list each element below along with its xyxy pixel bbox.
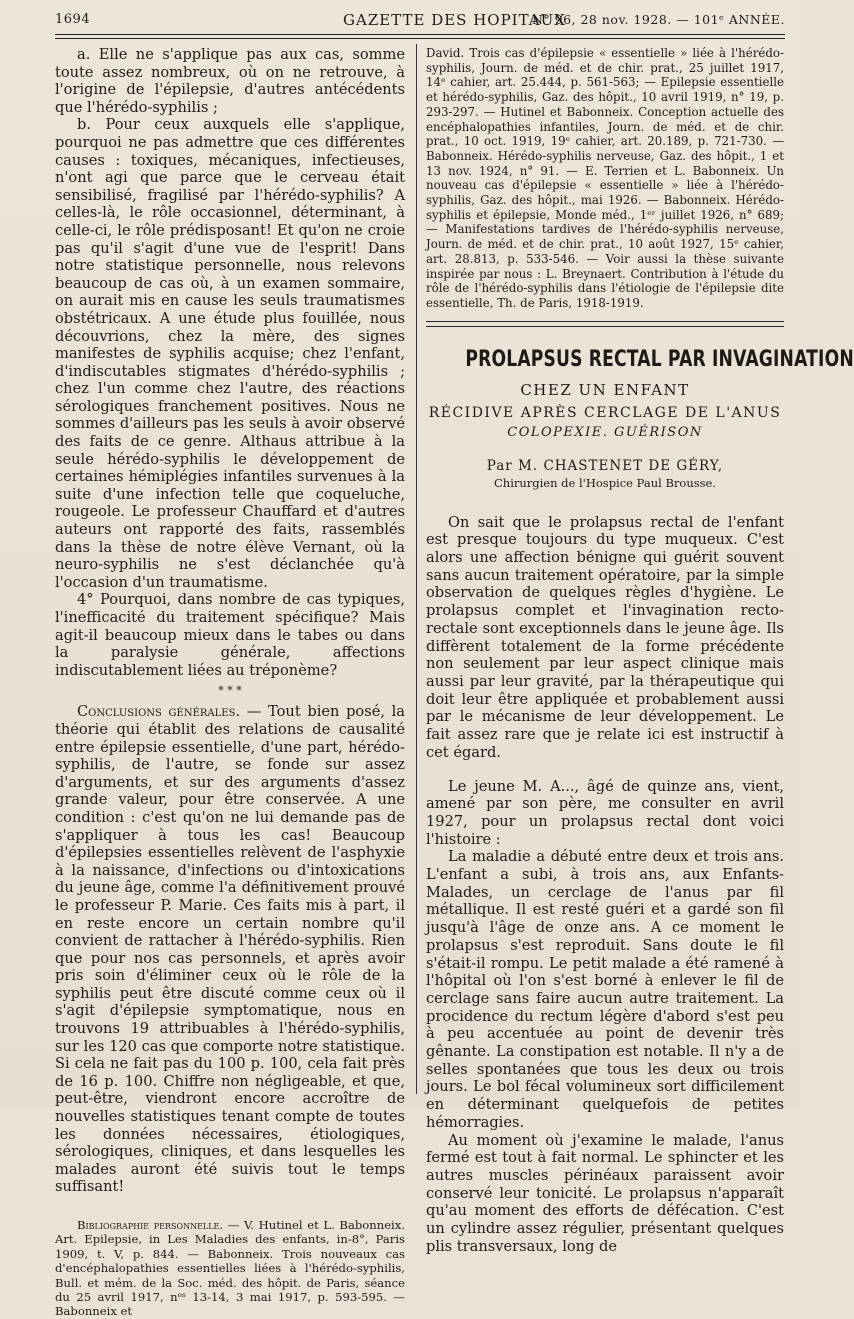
bibliography-continuation: David. Trois cas d'épilepsie « essentielle » liée à l'hérédo-syphilis, Journ. de méd. et de chir. prat., 25 juillet 1917, 14ᵉ cahier, art. 25.444, p. 561-563; — Epilepsie essentielle et hérédo-syphilis, Gaz. des hôpit., 10 avril 1919, n° 19, p. 293-297. — Hutinel et Babonneix. Conception actuelle des encéphalopathies infantiles, Journ. de méd. et de chir. prat., 10 oct. 1919, 19ᵉ cahier, art. 20.189, p. 721-730. — Babonneix. Hérédo-syphilis nerveuse, Gaz. des hôpit., 1 et 13 nov. 1924, n° 91. — E. Terrien et L. Babonneix. Un nouveau cas d'épilepsie « essentielle » liée à l'hérédo-syphilis, Gaz. des hôpit., mai 1926. — Babonneix. Hérédo-syphilis et épilepsie, Monde méd., 1ᵉʳ juillet 1926, n° 689; — Manifestations tardives de l'hérédo-syphilis nerveuse, Journ. de méd. et de chir. prat., 10 août 1927, 15ᵉ cahier, art. 28.813, p. 533-546. — Voir aussi la thèse suivante inspirée par nous : L. Breynaert. Contribution à l'étude du rôle de l'hérédo-syphilis dans l'étiologie de l'épilepsie dite essentielle, Th. de Paris, 1918-1919. [426, 46, 784, 310]
page-number: 1694 [55, 12, 91, 27]
article-body [426, 514, 784, 1256]
author-affiliation: Chirurgien de l'Hospice Paul Brousse. [493, 475, 716, 490]
article-subtitle-3: COLOPEXIE. GUÉRISON [507, 424, 703, 440]
article-paragraph-3: La maladie a débuté entre deux et trois ans. L'enfant a subi, à trois ans, aux Enfants-Malades, un cerclage de l'anus par fil métallique. Il est resté guéri et a gardé son fil jusqu'à l'âge de onze ans. A ce moment le prolapsus s'est reproduit. Sans doute le fil s'était-il rompu. Le petit malade a été ramené à l'hôpital où l'on s'est borné à enlever le fil de cerclage sans faire aucun autre traitement. La procidence du rectum légère d'abord s'est peu à peu accentuée au point de devenir très gênante. La constipation est notable. Il n'y a de selles spontanées que tous les deux ou trois jours. Le bol fécal volumineux sort difficilement en déterminant quelquefois de petites hémorragies. [426, 848, 784, 1131]
issue-info: N° 96, 28 nov. 1928. — 101ᵉ ANNÉE. [531, 12, 785, 27]
conclusions-text: — Tout bien posé, la théorie qui établit des relations de causalité entre épilepsie essentielle, d'une part, hérédo-syphilis, de l'autre, se fonde sur assez d'arguments, et sur des arguments d'assez grande valeur, pour être conservée. A une condition : c'est qu'on ne lui demande pas de s'appliquer à tous les cas! Beaucoup d'épilepsies essentielles relèvent de l'asphyxie à la naissance, d'infections ou d'intoxications du jeune âge, comme l'a définitivement prouvé le professeur P. Marie. Ces faits mis à part, il en reste encore un certain nombre qu'il convient de rattacher à l'hérédo-syphilis. Rien que pour nos cas personnels, et après avoir pris soin d'éliminer ceux où le rôle de la syphilis peut être discuté comme ceux où il s'agit d'épilepsie symptomatique, nous en trouvons 19 attribuables à l'hérédo-syphilis, sur les 120 cas que comporte notre statistique. Si cela ne fait pas du 100 p. 100, cela fait près de 16 p. 100. Chiffre non négligeable, et que, peut-être, viendront encore accroître de nouvelles statistiques tenant compte de toutes les données nécessaires, étiologiques, sérologiques, cliniques, et dans lesquelles les malades auront été suivis tout le temps suffisant! [55, 703, 406, 1196]
article-paragraph-4: Au moment où j'examine le malade, l'anus fermé est tout à fait normal. Le sphincter et les autres muscles périnéaux paraissent avoir conservé leur tonicité. Le prolapsus n'apparaît qu'au moment des efforts de défécation. C'est un cylindre assez régulier, présentant quelques plis transversaux, long de [426, 1131, 784, 1255]
column-separator [416, 44, 417, 1094]
article-author: Par M. CHASTENET DE GÉRY, [486, 457, 724, 474]
bibliography-heading: Bibliographie personnelle. [77, 1218, 224, 1232]
paragraph-b: b. Pour ceux auxquels elle s'applique, pourquoi ne pas admettre que ces différentes causes : toxiques, mécaniques, infectieuses, n'ont agi que parce que le cerveau était sensibilisé, fragilisé par l'hérédo-syphilis? A celles-là, le rôle occasionnel, déterminant, à celle-ci, le rôle prédisposant! Et qu'on ne croie pas qu'il s'agit d'une vue de l'esprit! Dans notre statistique personnelle, nous relevons beaucoup de cas où, à un examen sommaire, on aurait mis en cause les seuls traumatismes obstétricaux. A une étude plus fouillée, nous découvrions, chez la mère, des signes manifestes de syphilis acquise; chez l'enfant, d'indiscutables stigmates d'hérédo-syphilis ; chez l'un comme chez l'autre, des réactions sérologiques franchement positives. Nous ne sommes d'ailleurs pas les seuls à avoir observé des faits de ce genre. Althaus attribue à la seule hérédo-syphilis le développement de certaines hémiplégies infantiles survenues à la suite d'une infection telle que coqueluche, rougeole. Le professeur Chauffard et d'autres auteurs ont rapporté des faits, rassemblés dans la thèse de notre élève Vernant, où la neuro-syphilis ne s'est déclanchée qu'à l'occasion d'un traumatisme. [55, 116, 405, 591]
journal-title: GAZETTE DES HOPITAUX [343, 11, 566, 29]
running-header [55, 8, 785, 32]
section-stars: * * * [218, 684, 242, 698]
article-paragraph-2: Le jeune M. A..., âgé de quinze ans, vient, amené par son père, me consulter en avril 1927, pour un prolapsus rectal dont voici l'histoire : [426, 777, 784, 848]
conclusions-heading: Conclusions générales. [77, 703, 241, 721]
left-column [55, 46, 405, 1319]
article-title: PROLAPSUS RECTAL PAR INVAGINATION [465, 346, 854, 372]
bibliography-text: — V. Hutinel et L. Babonneix. Art. Epilepsie, in Les Maladies des enfants, in-8°, Paris 1909, t. V, p. 844. — Babonneix. Trois nouveaux cas d'encéphalopathies essentielles liées à l'hérédo-syphilis, Bull. et mém. de la Soc. méd. des hôpit. de Paris, séance du 25 avril 1917, nᵒˢ 13-14, 3 mai 1917, p. 593-595. — Babonneix et [55, 1218, 405, 1319]
article-paragraph-1: On sait que le prolapsus rectal de l'enfant est presque toujours du type muqueux. C'est alors une affection bénigne qui guérit souvent sans aucun traitement opératoire, par la simple observation de quelques règles d'hygiène. Le prolapsus complet et l'invagination recto-rectale sont exceptionnels dans le jeune âge. Ils diffèrent totalement de la forme précédente non seulement par leur aspect clinique mais aussi par leur gravité, par la thérapeutique qui doit leur être appliquée et probablement aussi par le mécanisme de leur développement. Le fait assez rare que je relate ici est instructif à cet égard. [426, 513, 784, 761]
right-column [426, 46, 854, 1255]
paragraph-a: a. Elle ne s'applique pas aux cas, somme toute assez nombreux, où on ne retrouve, à l'origine de l'épilepsie, d'autres antécédents que l'hérédo-syphilis ; [55, 46, 405, 116]
article-separator-rule [426, 321, 784, 327]
header-rule [55, 34, 785, 39]
bibliography-paragraph [55, 1218, 405, 1319]
paragraph-4: 4° Pourquoi, dans nombre de cas typiques, l'inefficacité du traitement spécifique? Mais agit-il beaucoup mieux dans le tabes ou dans la paralysie générale, affections indiscutablement liées au tréponème? [55, 591, 405, 679]
article-subtitle-2: RÉCIDIVE APRÈS CERCLAGE DE L'ANUS [428, 404, 782, 421]
conclusions-paragraph [55, 703, 405, 1196]
article-subtitle-1: CHEZ UN ENFANT [520, 380, 690, 399]
